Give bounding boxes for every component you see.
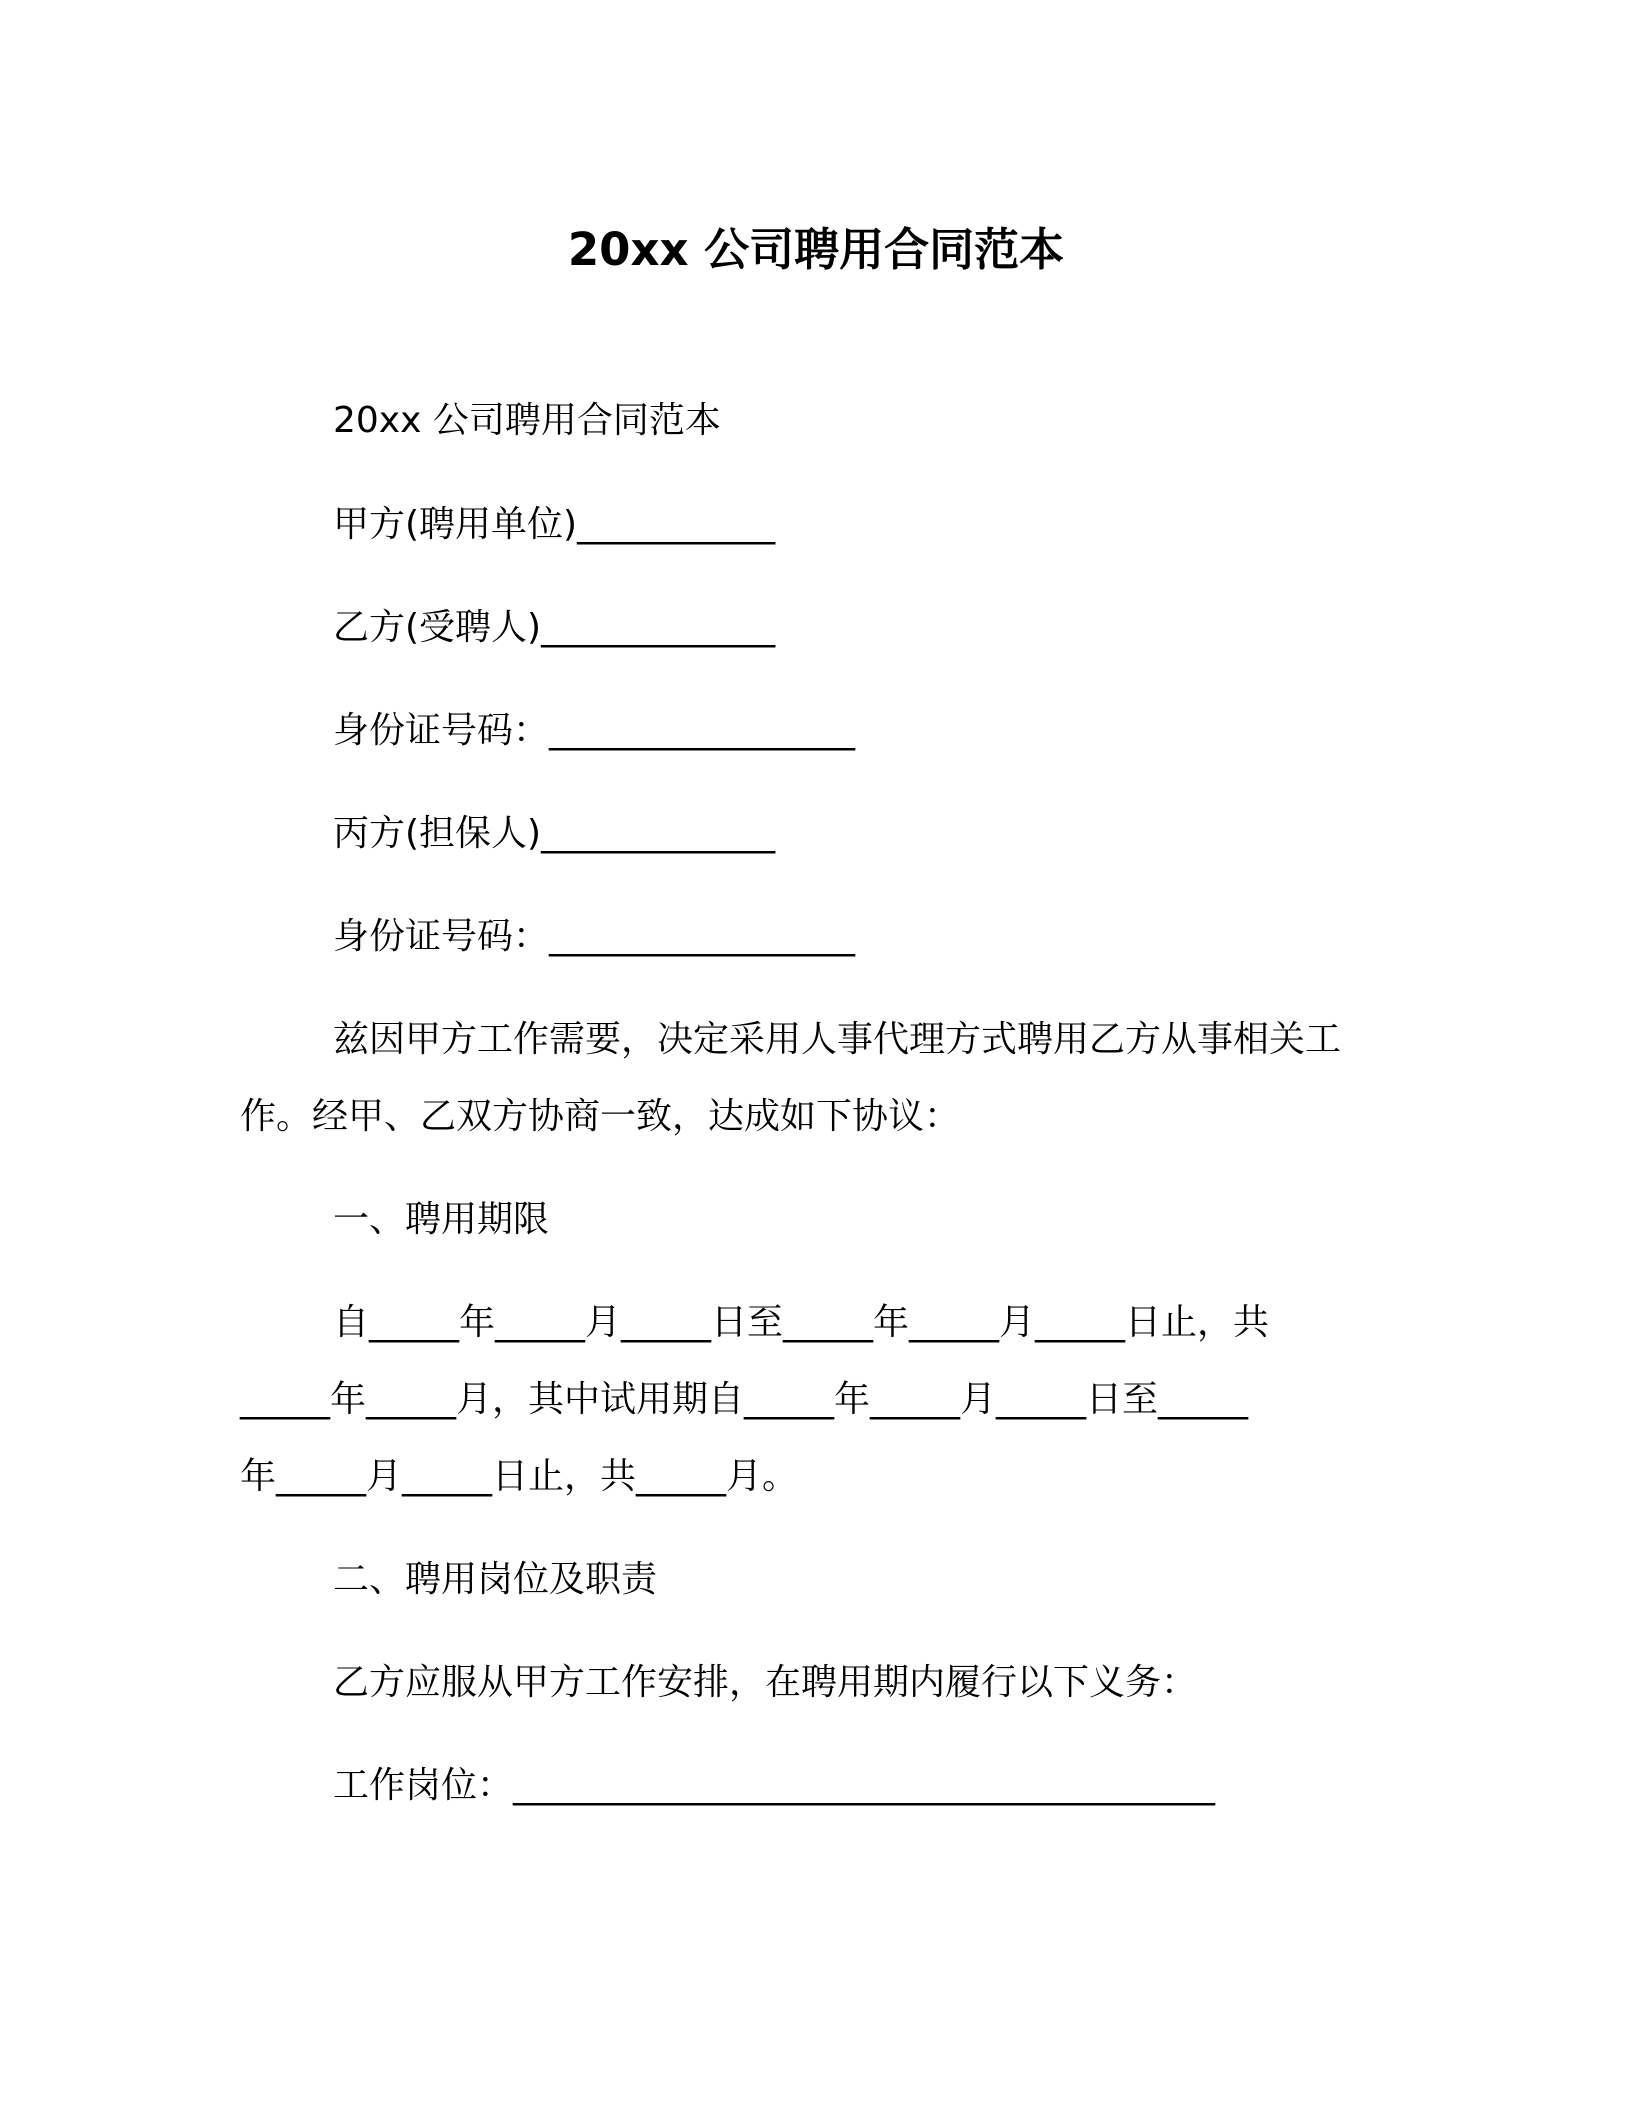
preamble-line-1: 兹因甲方工作需要，决定采用人事代理方式聘用乙方从事相关工 [333,1019,1342,1060]
party-b-line: 乙方(受聘人)_____________ [333,607,776,648]
job-position-line: 工作岗位：_______________________________________ [333,1765,1216,1806]
document-title: 20xx 公司聘用合同范本 [567,223,1065,276]
party-a-line: 甲方(聘用单位)___________ [333,504,776,545]
term-line-3: 年_____月_____日止，共_____月。 [240,1456,799,1497]
section-2-heading: 二、聘用岗位及职责 [333,1559,658,1600]
party-c-line: 丙方(担保人)_____________ [333,813,776,854]
party-b-id-line: 身份证号码：_________________ [333,710,856,751]
term-line-2: _____年_____月，其中试用期自_____年_____月_____日至_____ [240,1379,1249,1420]
subtitle: 20xx 公司聘用合同范本 [333,400,721,441]
preamble-line-2: 作。经甲、乙双方协商一致，达成如下协议： [240,1096,961,1137]
section-1-heading: 一、聘用期限 [333,1199,550,1240]
term-line-1: 自_____年_____月_____日至_____年_____月_____日止，共 [333,1302,1270,1343]
party-c-id-line: 身份证号码：_________________ [333,916,856,957]
duties-intro-line: 乙方应服从甲方工作安排，在聘用期内履行以下义务： [333,1662,1198,1703]
